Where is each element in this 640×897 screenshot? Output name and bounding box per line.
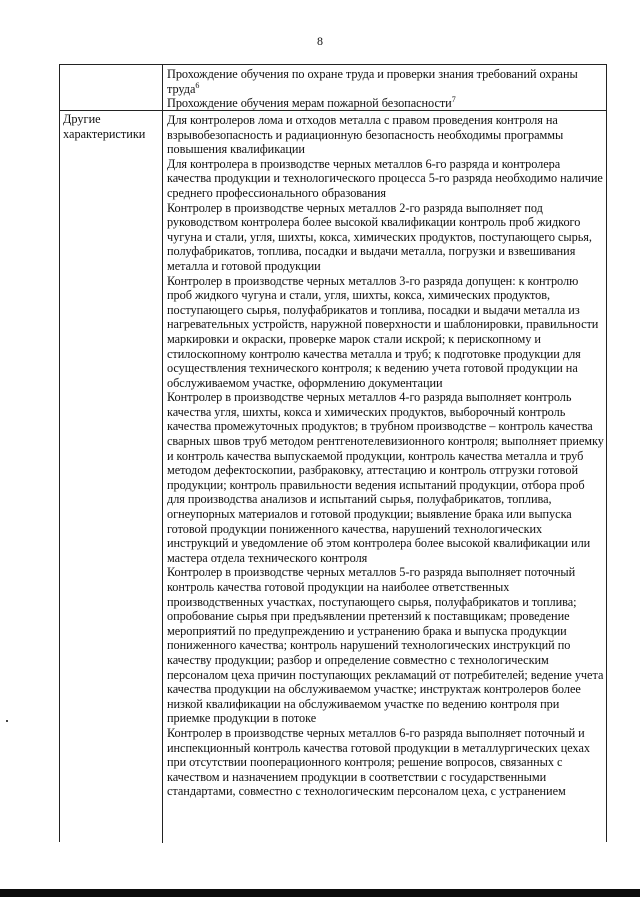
row-content (163, 65, 606, 110)
paragraph: Контролер в производстве черных металлов 4-го разряда выполняет контроль качества угля, шихты, кокса и химических продуктов, выборочный контроль качества промежуточных продуктов; в трубном производстве – контроль качества сварных швов труб методом рентгенотелевизионного контроля; выполняет приемку и контроль качества выпускаемой продукции, контроль качества металла и труб методом дефектоскопии, разбраковку, аттестацию и контроль отгрузки готовой продукции; контроль правильности ведения испытаний продукции, отбора проб для производства анализов и испытаний сырья, полуфабрикатов, топлива, огнеупорных материалов и готовой продукции; выявление брака или выпуска готовой продукции пониженного качества, нарушений технологических инструкций и уведомление об этом контролера более высокой квалификации или мастера отдела технического контроля (167, 390, 604, 565)
paragraph (167, 96, 604, 111)
table-row (60, 65, 606, 111)
paragraph: Контролер в производстве черных металлов 6-го разряда выполняет поточный и инспекционный контроль качества готовой продукции в металлургических цехах при отсутствии пооперационного контроля; решение вопросов, связанных с качеством и назначением продукции в соответствии с государственными стандартами, совместно с технологическим персоналом цеха, с устранением (167, 725, 590, 799)
paragraph-text: Прохождение обучения мерам пожарной безопасности (167, 96, 452, 111)
paragraph: Контролер в производстве черных металлов 5-го разряда выполняет поточный контроль качества готовой продукции на наиболее ответственных производственных участках, поступающего сырья, полуфабрикатов и топлива; опробование сырья при предъявлении претензий к поставщикам; проведение мероприятий по предупреждению и устранению брака и выпуска продукции пониженного качества; контроль нарушений технологических инструкций по качеству продукции; разбор и определение совместно с технологическим персоналом цеха причин поступающих рекламаций от потребителей; ведение учета качества продукции на обслуживаемом участке; инструктаж контролеров более низкой квалификации на обслуживаемом участке по ведению контроля при приемке продукции в потоке (167, 565, 604, 726)
page-number: 8 (317, 34, 323, 48)
row-label (60, 65, 163, 110)
footnote-ref[interactable]: 7 (451, 95, 456, 105)
document-table (59, 64, 607, 842)
paragraph: Контролер в производстве черных металлов 3-го разряда допущен: к контролю проб жидкого чугуна и стали, угля, шихты, кокса, химических продуктов, поступающего сырья, полуфабрикатов и топлива, посадки и выдачи металла из нагревательных устройств, наружной поверхности и шаблонировки, правильности маркировки и окраски, проверке марок стали искрой; к перископному и стилоскопному контролю качества металла и труб; к подготовке продукции для осуществления технического контроля; к ведению учета готовой продукции на обслуживаемом участке, оформлению документации (167, 273, 599, 390)
footnote-ref[interactable]: 6 (195, 80, 200, 90)
row-label: Другие характеристики (60, 111, 163, 843)
scan-edge (0, 889, 640, 897)
row-content (163, 111, 606, 843)
paragraph: Для контролеров лома и отходов металла с правом проведения контроля на взрывобезопасность и радиационную безопасность необходимы программы повышения квалификации (167, 113, 564, 157)
paragraph: Для контролера в производстве черных металлов 6-го разряда и контролера качества продукции и технологического процесса 5-го разряда необходимо наличие среднего профессионального образования (167, 156, 603, 200)
paragraph-text: Прохождение обучения по охране труда и проверки знания требований охраны труда (167, 67, 578, 96)
table-row (60, 111, 606, 843)
scan-speck (6, 720, 8, 722)
paragraph (167, 67, 604, 96)
paragraph: Контролер в производстве черных металлов 2-го разряда выполняет под руководством контролера более высокой квалификации контроль проб жидкого чугуна и стали, угля, шихты, кокса, химических продуктов, поступающего сырья, полуфабрикатов, топлива, посадки и выдачи металла, погрузки и взвешивания металла и готовой продукции (167, 200, 592, 273)
